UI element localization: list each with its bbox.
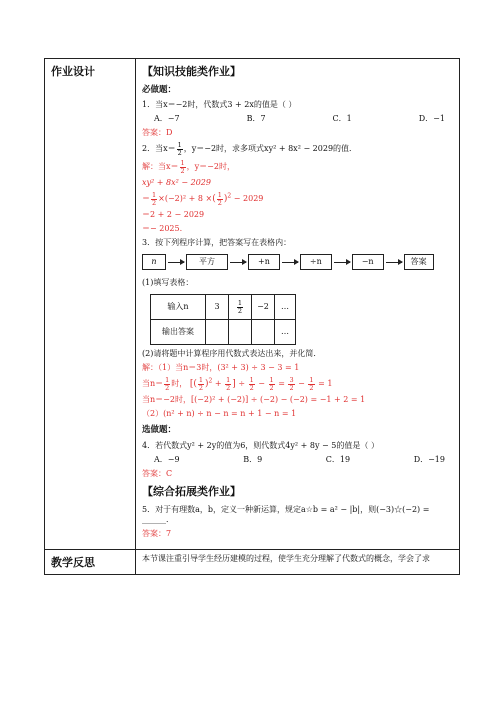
q4-answer: 答案：C	[142, 469, 173, 478]
reflection-label: 教学反思	[45, 549, 136, 574]
table-cell-input-label: 输入n	[151, 295, 206, 320]
flow-arrow	[334, 262, 350, 263]
q4-text: 4．若代数式y² + 2y的值为6，则代数式4y² + 8y − 5的值是（ ）	[142, 441, 379, 450]
q4-option-d: D．−19	[413, 455, 445, 464]
q2-text: 2．当x＝ $\frac{1}{2}$ ，y＝−2时，求多项式xy² + 8x² − 2029的值．	[142, 141, 358, 157]
q1-text: 1．当x＝−2时，代数式3 + 2x的值是（ ）	[142, 100, 297, 110]
q1-options	[142, 114, 455, 124]
table-cell-fraction: $\frac{1}{2}$	[229, 295, 252, 320]
must-do-label: 必做题：	[142, 84, 177, 95]
section-knowledge-title: 【知识技能类作业】	[142, 65, 241, 78]
table-cell: −2	[252, 295, 275, 320]
q1-option-a: A．−7	[154, 114, 180, 124]
table-row	[151, 295, 296, 320]
flow-arrow	[168, 262, 184, 263]
table-cell: …	[275, 320, 296, 345]
q1-option-b: B．7	[246, 114, 266, 124]
q4-option-a: A．−9	[154, 455, 180, 464]
table-cell-blank[interactable]	[229, 320, 252, 345]
flow-arrow	[386, 262, 402, 263]
program-flowchart	[142, 254, 455, 270]
flow-box-div-n: ÷n	[300, 254, 332, 270]
q2-line2: ＝ $\frac{1}{2}$ ×(−2)² + 8 ×( $\frac{1}{2}$ )$^2$ − 2029	[142, 191, 264, 207]
q5-text: 5．对于有理数a，b，定义一种新运算，规定a☆b = a² − |b|，则(−3)☆(−2) = ______．	[142, 504, 430, 524]
q1-option-c: C．1	[332, 114, 352, 124]
optional-label: 选做题：	[142, 425, 177, 436]
table-cell: 3	[206, 295, 229, 320]
flow-box-square: 平方	[186, 254, 228, 270]
flow-arrow	[230, 262, 246, 263]
q3-fill-label: (1)填写表格：	[142, 278, 194, 288]
homework-table	[44, 58, 460, 575]
q2-line3: ＝2 + 2 − 2029	[142, 210, 205, 220]
table-row	[151, 320, 296, 345]
table-cell-output-label: 输出答案	[151, 320, 206, 345]
q3-solution-4: （2）(n² + n) ÷ n − n = n + 1 − n = 1	[142, 409, 297, 419]
design-content	[136, 59, 460, 550]
q3-solution-2: 当n＝ $\frac{1}{2}$ 时， [( $\frac{1}{2}$ )$^2$ + $\frac{1}{2}$ ] ÷ $\frac{1}{2}$ − $\frac{1}{2}$ = $\frac{3}{2}$ − $\frac{1}{2}$ = 1	[142, 376, 333, 392]
q3-solution-1: 解：（1）当n＝3时，(3² + 3) ÷ 3 − 3 = 1	[142, 363, 300, 373]
q3-text: 3．按下列程序计算，把答案写在表格内：	[142, 238, 292, 248]
flow-box-input: n	[142, 254, 166, 270]
reflection-text: 本节课注重引导学生经历建模的过程，使学生充分理解了代数式的概念，学会了求	[136, 549, 460, 574]
q4-option-b: B．9	[243, 455, 263, 464]
flow-box-minus-n: −n	[352, 254, 384, 270]
flow-arrow	[282, 262, 298, 263]
q4-option-c: C．19	[325, 455, 351, 464]
q2-solution-intro: 解：当x＝ $\frac{1}{2}$ ，y＝−2时，	[142, 159, 235, 175]
q1-answer: 答案：D	[142, 128, 173, 138]
table-cell: …	[275, 295, 296, 320]
design-label: 作业设计	[45, 59, 136, 550]
q2-line4: ＝− 2025.	[142, 224, 183, 234]
q4-options	[142, 455, 455, 465]
q3-solution-3: 当n＝−2时，[(−2)² + (−2)] ÷ (−2) − (−2) = −1 + 2 = 1	[142, 395, 366, 405]
q5-answer: 答案：7	[142, 528, 172, 538]
table-cell-blank[interactable]	[252, 320, 275, 345]
q1-option-d: D．−1	[418, 114, 445, 124]
flow-box-plus-n: +n	[248, 254, 280, 270]
table-cell-blank[interactable]	[206, 320, 229, 345]
fraction-half: $\frac{1}{2}$	[177, 141, 182, 157]
input-output-table	[150, 294, 296, 345]
q2-line1: xy² + 8x² − 2029	[142, 178, 211, 188]
section-extension-title: 【综合拓展类作业】	[142, 485, 241, 498]
flow-box-answer: 答案	[404, 254, 434, 270]
q3-part2: (2)请将题中计算程序用代数式表达出来，并化简．	[142, 349, 322, 359]
